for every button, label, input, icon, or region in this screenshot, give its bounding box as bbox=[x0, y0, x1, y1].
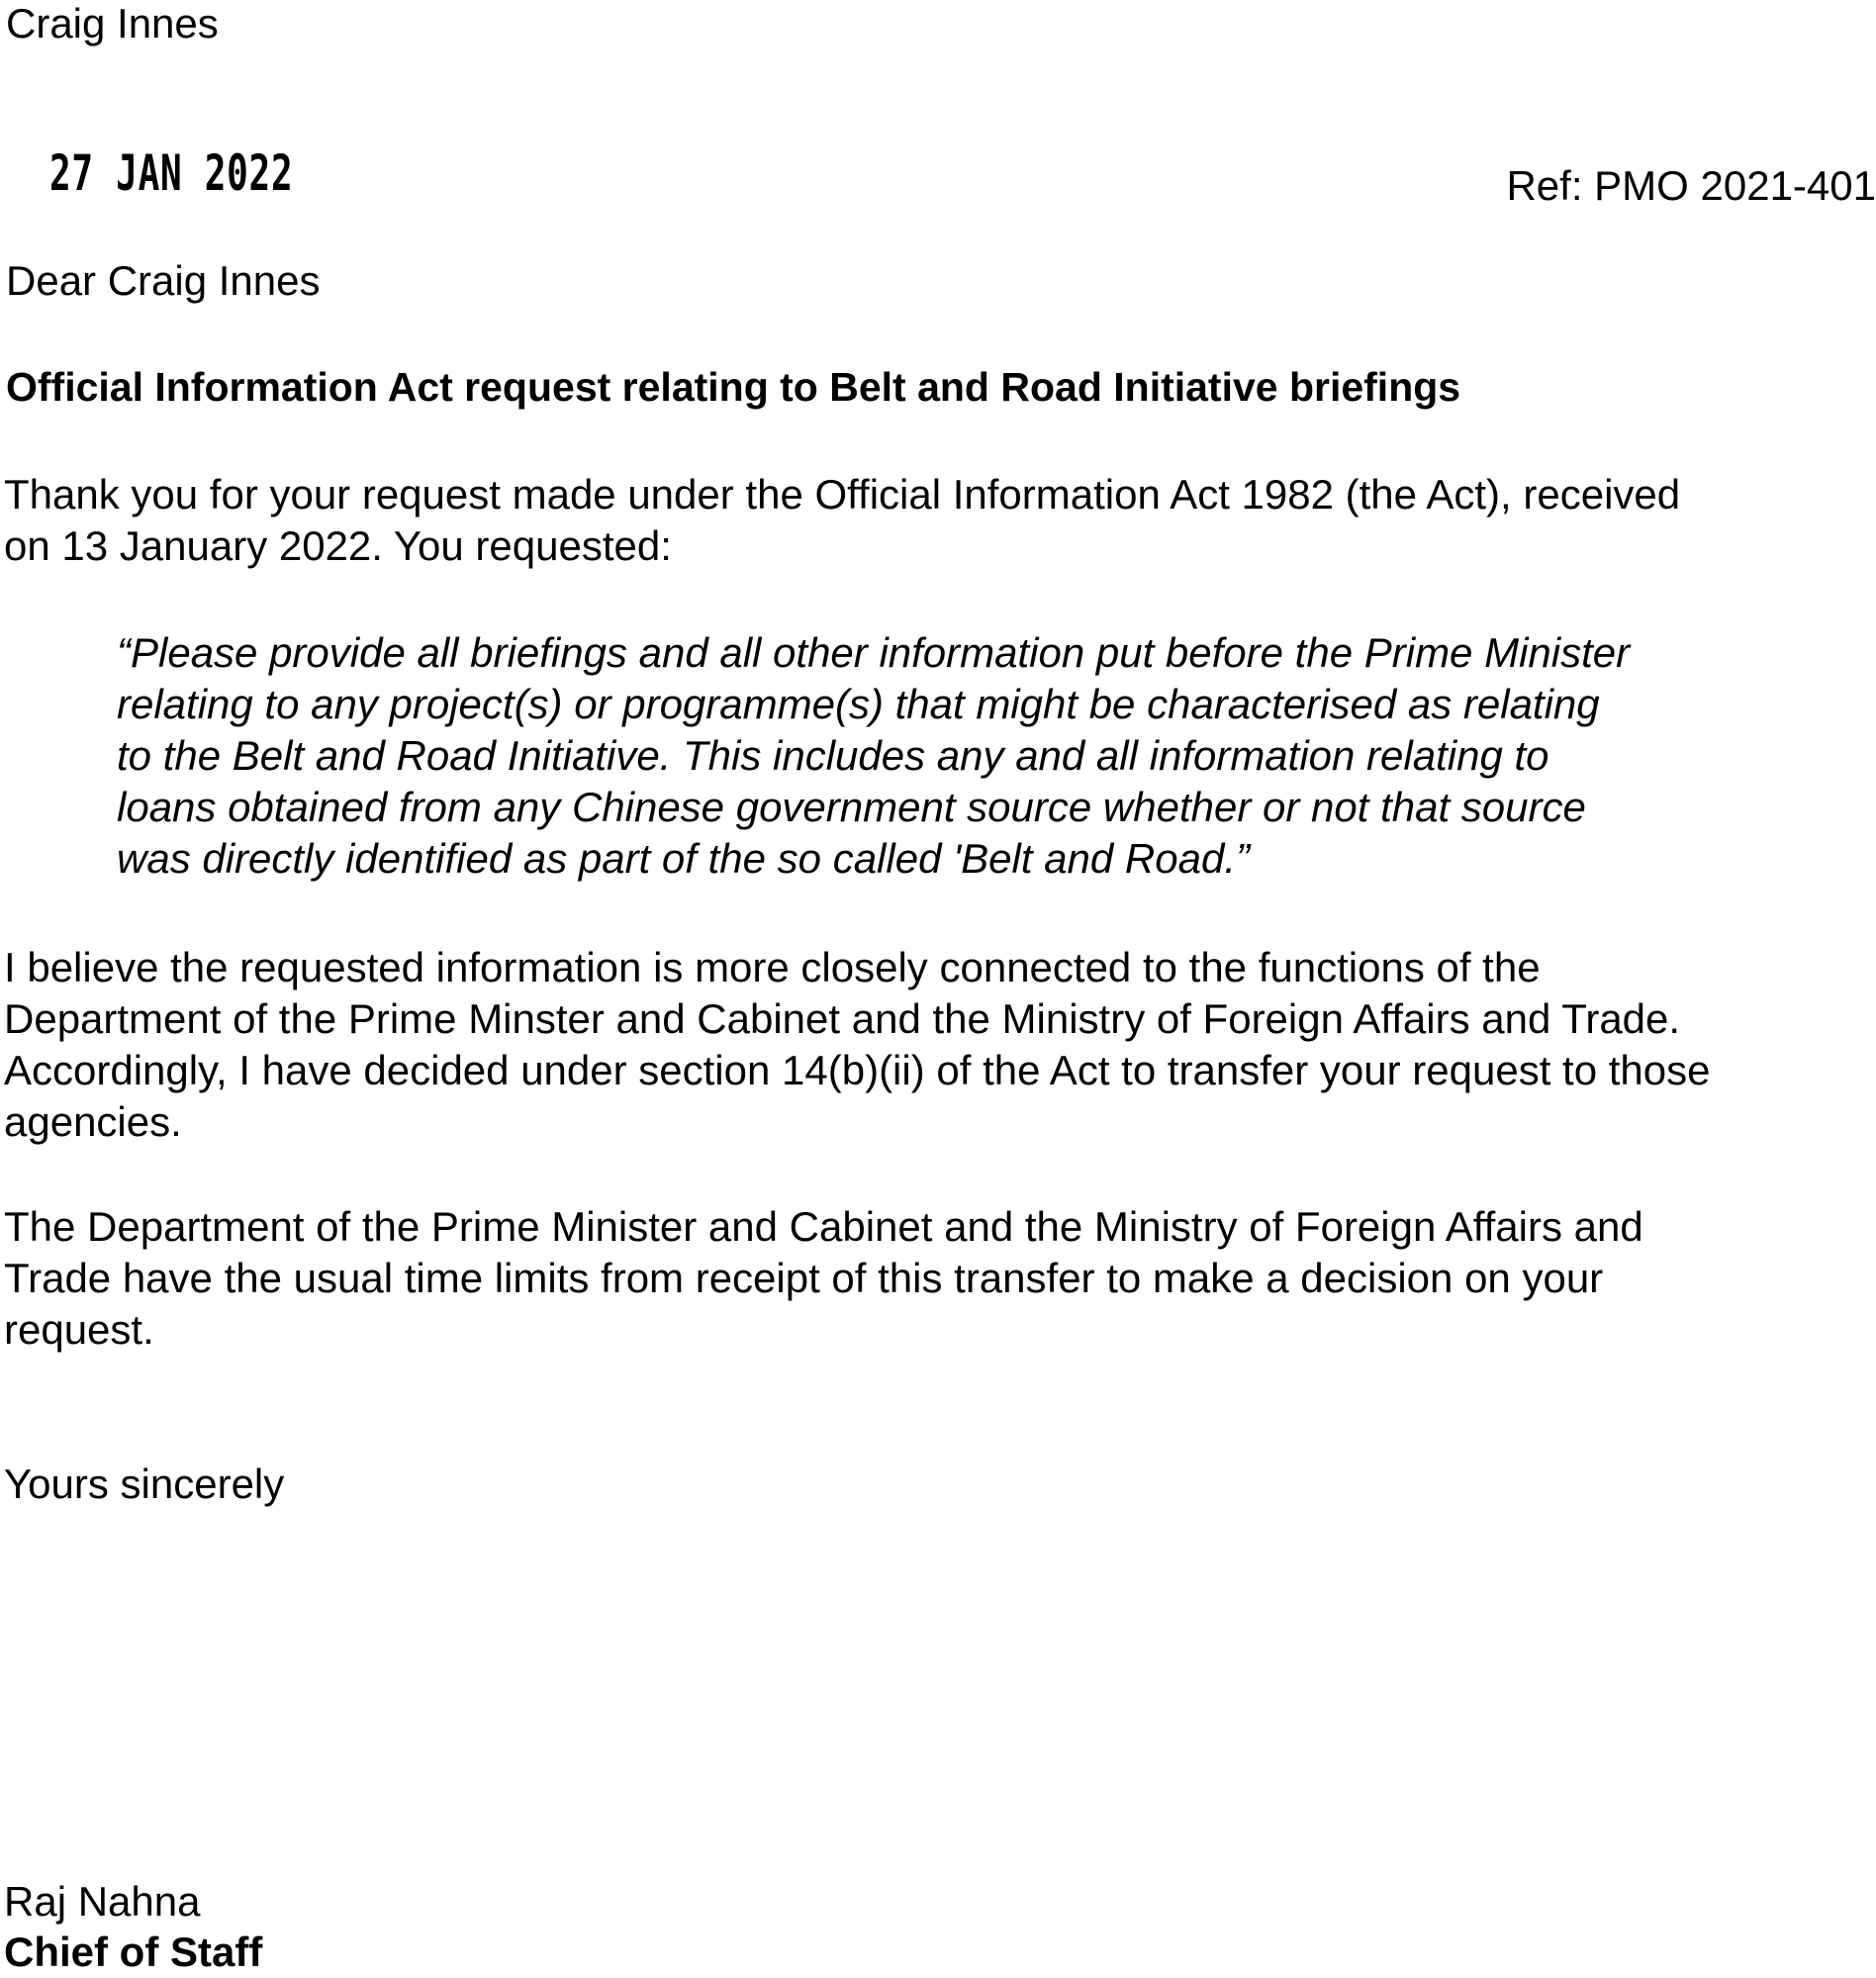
paragraph-acknowledgement bbox=[4, 469, 1680, 572]
paragraph-line: Trade have the usual time limits from receipt of this transfer to make a decision on your bbox=[4, 1255, 1604, 1301]
paragraph-line: The Department of the Prime Minister and Cabinet and the Ministry of Foreign Affairs and bbox=[4, 1203, 1643, 1250]
paragraph-line: I believe the requested information is more closely connected to the functions of the bbox=[4, 944, 1541, 990]
quoted-request bbox=[117, 627, 1630, 885]
date-stamp: 27 JAN 2022 bbox=[49, 144, 294, 202]
paragraph-line: Department of the Prime Minster and Cabinet and the Ministry of Foreign Affairs and Trade. bbox=[4, 995, 1681, 1042]
recipient-name: Craig Innes bbox=[6, 0, 219, 47]
reference-number: Ref: PMO 2021-401 bbox=[1506, 162, 1876, 209]
signatory-name: Raj Nahna bbox=[4, 1878, 201, 1925]
quote-line: loans obtained from any Chinese government source whether or not that source bbox=[117, 784, 1586, 830]
quote-line: “Please provide all briefings and all other information put before the Prime Minister bbox=[117, 629, 1631, 676]
signatory-title: Chief of Staff bbox=[4, 1929, 263, 1975]
paragraph-line: Thank you for your request made under the Official Information Act 1982 (the Act), received bbox=[4, 471, 1681, 518]
quote-line: relating to any project(s) or programme(s) that might be characterised as relating bbox=[117, 681, 1600, 727]
paragraph-line: Accordingly, I have decided under section 14(b)(ii) of the Act to transfer your request to those bbox=[4, 1047, 1711, 1093]
paragraph-line: request. bbox=[4, 1306, 154, 1353]
paragraph-time-limits bbox=[4, 1201, 1643, 1356]
quote-line: was directly identified as part of the so called 'Belt and Road.” bbox=[117, 835, 1250, 882]
paragraph-line: on 13 January 2022. You requested: bbox=[4, 522, 672, 569]
salutation: Dear Craig Innes bbox=[6, 257, 321, 304]
subject-line: Official Information Act request relating to Belt and Road Initiative briefings bbox=[6, 364, 1461, 410]
paragraph-line: agencies. bbox=[4, 1098, 182, 1145]
quote-line: to the Belt and Road Initiative. This includes any and all information relating to bbox=[117, 732, 1549, 779]
closing: Yours sincerely bbox=[4, 1460, 285, 1507]
paragraph-transfer-decision bbox=[4, 942, 1710, 1148]
